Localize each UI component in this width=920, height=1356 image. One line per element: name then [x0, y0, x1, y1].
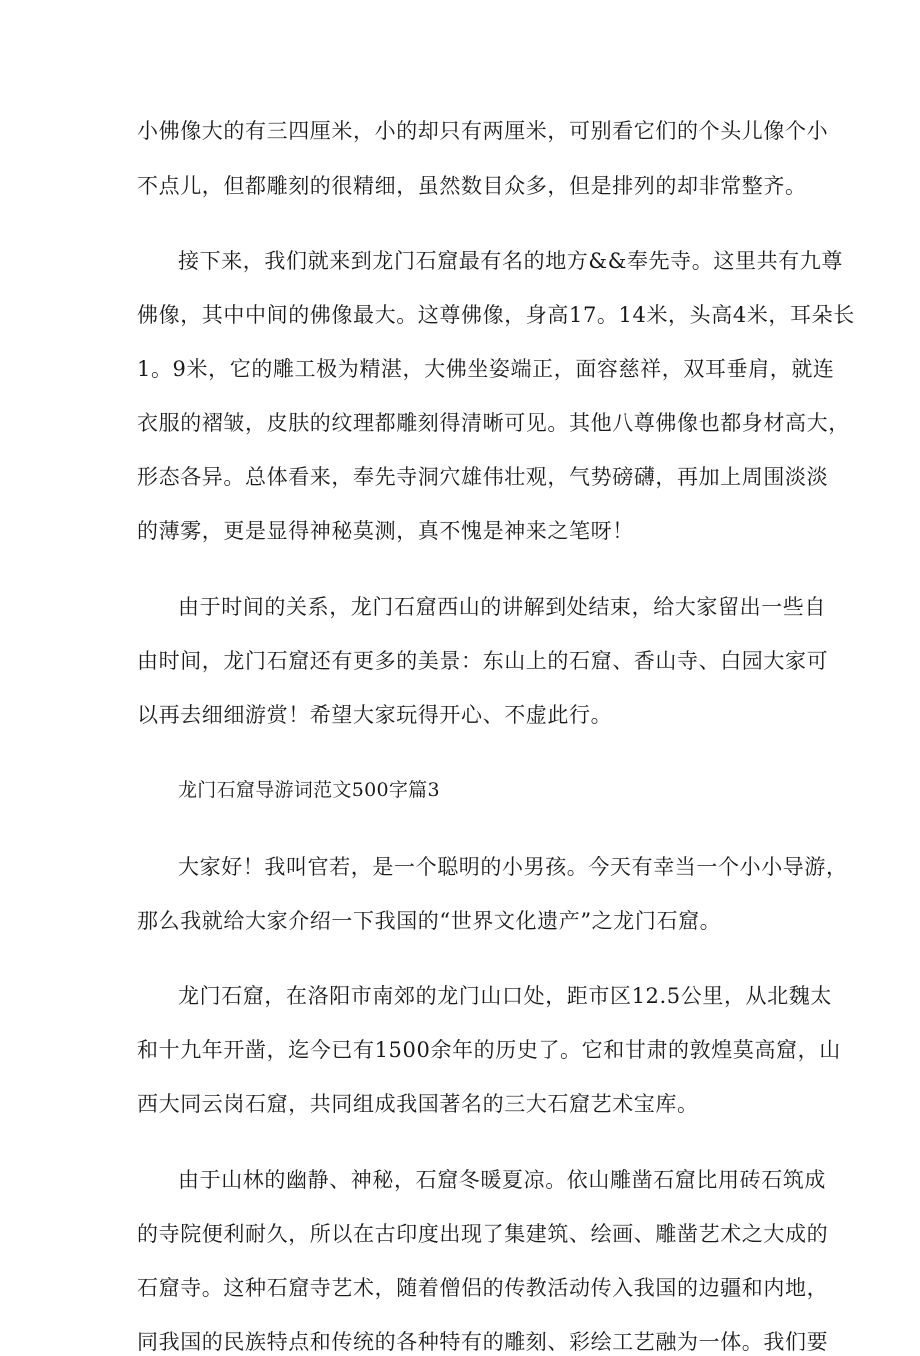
text-line: 不点儿，但都雕刻的很精细，虽然数目众多，但是排列的却非常整齐。 [137, 174, 807, 198]
text-line: 形态各异。总体看来，奉先寺洞穴雄伟壮观，气势磅礴，再加上周围淡淡 [137, 465, 829, 489]
text-line: 衣服的褶皱，皮肤的纹理都雕刻得清晰可见。其他八尊佛像也都身材高大， [137, 411, 850, 435]
text-line: 小佛像大的有三四厘米，小的却只有两厘米，可别看它们的个头儿像个小 [137, 119, 829, 143]
text-line: 同我国的民族特点和传统的各种特有的雕刻、彩绘工艺融为一体。我们要 [137, 1330, 829, 1354]
text-line: 以再去细细游赏！希望大家玩得开心、不虚此行。 [137, 703, 613, 727]
text-line: 由时间，龙门石窟还有更多的美景：东山上的石窟、香山寺、白园大家可 [137, 649, 829, 673]
text-line: 接下来，我们就来到龙门石窟最有名的地方&&奉先寺。这里共有九尊 [178, 249, 843, 273]
text-line: 由于时间的关系，龙门石窟西山的讲解到处结束，给大家留出一些自 [178, 595, 826, 619]
section-heading: 龙门石窟导游词范文500字篇3 [178, 779, 440, 801]
text-line: 大家好！我叫官若，是一个聪明的小男孩。今天有幸当一个小小导游， [178, 855, 848, 879]
text-line: 那么我就给大家介绍一下我国的“世界文化遗产”之龙门石窟。 [137, 909, 722, 933]
text-line: 的寺院便利耐久，所以在古印度出现了集建筑、绘画、雕凿艺术之大成的 [137, 1222, 829, 1246]
text-line: 佛像，其中中间的佛像最大。这尊佛像，身高17。14米，头高4米，耳朵长 [137, 303, 855, 327]
text-line: 由于山林的幽静、神秘，石窟冬暖夏凉。依山雕凿石窟比用砖石筑成 [178, 1168, 826, 1192]
text-line: 的薄雾，更是显得神秘莫测，真不愧是神来之笔呀！ [137, 519, 634, 543]
text-line: 和十九年开凿，迄今已有1500余年的历史了。它和甘肃的敦煌莫高窟，山 [137, 1038, 841, 1062]
text-line: 石窟寺。这种石窟寺艺术，随着僧侣的传教活动传入我国的边疆和内地， [137, 1276, 829, 1300]
text-line: 西大同云岗石窟，共同组成我国著名的三大石窟艺术宝库。 [137, 1092, 699, 1116]
text-line: 龙门石窟，在洛阳市南郊的龙门山口处，距市区12.5公里，从北魏太 [178, 984, 832, 1008]
text-line: 1。9米，它的雕工极为精湛，大佛坐姿端正，面容慈祥，双耳垂肩，就连 [137, 357, 835, 381]
